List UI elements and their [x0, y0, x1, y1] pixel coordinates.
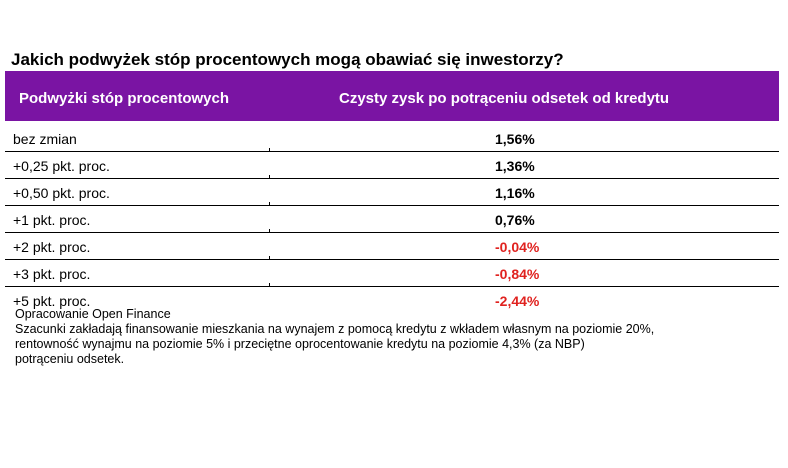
- table-body: [5, 125, 779, 313]
- table-row: [5, 233, 779, 260]
- row-label: +3 pkt. proc.: [13, 266, 91, 282]
- row-label: +0,50 pkt. proc.: [13, 185, 110, 201]
- assumption-note-line-1: Szacunki zakładają finansowanie mieszkania na wynajem z pomocą kredytu z wkładem własnym na poziomie 20%,: [15, 322, 655, 336]
- table-row: [5, 152, 779, 179]
- table-row: [5, 125, 779, 152]
- row-value-negative: -0,84%: [495, 266, 540, 282]
- page-title: Jakich podwyżek stóp procentowych mogą obawiać się inwestorzy?: [11, 50, 564, 69]
- table-row: [5, 206, 779, 233]
- table-header: [5, 71, 779, 121]
- row-label: +2 pkt. proc.: [13, 239, 91, 255]
- row-label: bez zmian: [13, 131, 77, 147]
- row-value-negative: -2,44%: [495, 293, 540, 309]
- row-value-negative: -0,04%: [495, 239, 540, 255]
- row-value: 1,56%: [495, 131, 535, 147]
- row-value: 1,16%: [495, 185, 535, 201]
- row-value: 1,36%: [495, 158, 535, 174]
- source-note: Opracowanie Open Finance: [15, 307, 171, 321]
- assumption-note-line-3: potrąceniu odsetek.: [15, 352, 125, 366]
- assumption-note-line-2: rentowność wynajmu na poziomie 5% i przeciętne oprocentowanie kredytu na poziomie 4,3% (za NBP): [15, 337, 585, 351]
- header-rate-increase: Podwyżki stóp procentowych: [19, 90, 230, 107]
- row-label: +1 pkt. proc.: [13, 212, 91, 228]
- table-row: [5, 260, 779, 287]
- row-value: 0,76%: [495, 212, 535, 228]
- row-label: +0,25 pkt. proc.: [13, 158, 110, 174]
- header-net-profit: Czysty zysk po potrąceniu odsetek od kredytu: [339, 90, 670, 107]
- table-row: [5, 179, 779, 206]
- row-label: +5 pkt. proc.: [13, 293, 91, 309]
- footnotes: [15, 307, 654, 367]
